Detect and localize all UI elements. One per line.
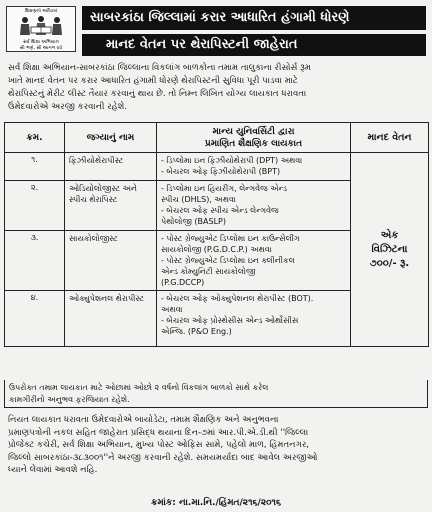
row-post: ઓક્યુપેશનલ થેરાપીસ્ટ xyxy=(65,291,157,347)
qualification-line: - બેચરલ ઓફ પ્રોસ્થેસીસ એન્ડ ઓર્થોસીસ xyxy=(161,316,299,325)
row-qualification xyxy=(157,181,351,231)
row-post: સાયકોલોજીસ્ટ xyxy=(65,231,157,291)
qualification-line: - પોસ્ટ ગ્રેજ્યુએટ ડિપ્લોમા ઇન ક્લીનીકલ xyxy=(161,256,295,265)
reference-number: ક્રમાંક: ના.મા.નિ./હિંમત/૨૧૬/૨૦૧૬ xyxy=(151,498,281,508)
qualification-line: - બેચરલ ઓફ ફિઝીયોથેરાપી (BPT) xyxy=(161,167,281,176)
qualification-line: - બેચરલ ઓફ ઓક્યુપેશનલ થેરાપીસ્ટ (BOT). xyxy=(161,294,314,303)
row-post: ફિઝીયોથેરાપીસ્ટ xyxy=(65,153,157,181)
qualification-line: - ડિપ્લોમા ઇન હિયરીંગ, લેન્ગવેજ એન્ડ xyxy=(161,184,288,193)
logo-bottom-line1: સર્વ શિક્ષા અભિયાન xyxy=(23,40,59,45)
honorarium-line: એક xyxy=(380,229,399,241)
qualification-line: અથવા xyxy=(161,305,183,314)
intro-line: ઉમેદવારોએ અરજી કરવાની રહેશે. xyxy=(8,102,128,112)
header xyxy=(4,2,428,58)
header-no: ક્રમ. xyxy=(5,123,65,153)
title-line-1: સાબરકાંઠા જિલ્લામાં કરાર આધારિત હંગામી ધોરણે xyxy=(82,6,426,30)
note-line: કામગીરીનો અનુભવ ફરજિયાત રહેશે. xyxy=(9,395,130,404)
experience-note xyxy=(4,380,428,408)
row-qualification xyxy=(157,231,351,291)
intro-line: થેરાપિસ્ટનું મેરીટ લીસ્ટ તૈયાર કરવાનું થાય છે. તો નિમ્ન લિખિત યોગ્ય લાયકાત ધરાવતા xyxy=(8,89,307,99)
row-qualification xyxy=(157,291,351,347)
row-no: ૪. xyxy=(5,291,65,347)
qualification-line: સ્પીચ (DHLS), અથવા xyxy=(161,195,236,204)
row-no: ૩. xyxy=(5,231,65,291)
intro-line: સર્વ શિક્ષા અભિયાન-સાબરકાંઠા જિલ્લાના વિકલાંગ બાળકોના તમામ તાલુકાના રીસોર્સ રૂમ xyxy=(8,63,311,73)
qualification-line: - ડિપ્લોમા ઇન ફિઝીયોથેરાપી (DPT) અથવા xyxy=(161,156,303,165)
table-row xyxy=(5,153,429,181)
apply-line: પ્રમાણપત્રોની નકલ સહિત જાહેરાત પ્રસિદ્ધ થયાના દિન-૭માં આર.પી.એ.ડી.થી ''જિલ્લા xyxy=(8,427,309,438)
posts-table xyxy=(4,122,429,347)
qualification-line: એન્જિ. (P&O Eng.) xyxy=(161,327,232,336)
row-qualification xyxy=(157,153,351,181)
table-header-row xyxy=(5,123,429,153)
apply-line: પ્રોજેક્ટ કચેરી, સર્વ શિક્ષા અભિયાન, મુખ્ય પોસ્ટ ઓફિસ સામે, પહેલો માળ, હિંમતનગર, xyxy=(8,440,310,450)
logo-top-text: શિક્ષણનો અધિકાર xyxy=(24,9,58,14)
qualification-line: સાયકોલોજી (P.G.D.C.P.) અથવા xyxy=(161,245,272,254)
intro-line: ખાતે માનદ વેતન પર કરાર આધારિત હંગામી ધોરણે થેરાપિસ્ટની સુવિધા પૂરી પાડવા માટે xyxy=(8,76,298,86)
qualification-line: - બેચરલ ઓફ સ્પીચ એન્ડ લેન્ગવેજ xyxy=(161,206,279,215)
application-instructions xyxy=(4,414,428,494)
note-line: ઉપરોક્ત તમામ લાયકાત માટે ઓછામાં ઓછો ૨ વર્ષનો વિકલાંગ બાળકો સાથે કરેલ xyxy=(9,383,269,392)
title-line-2: માનદ વેતન પર થેરાપિસ્ટની જાહેરાત xyxy=(82,34,426,56)
header-post: જગ્યાનું નામ xyxy=(65,123,157,153)
children-reading-icon xyxy=(13,15,69,37)
logo-bottom-line2: સૌ ભણે, સૌ આગળ વધે xyxy=(19,46,63,51)
apply-line: ધ્યાને લેવામાં આવશે નહિ. xyxy=(8,465,98,475)
row-no: ૧. xyxy=(5,153,65,181)
qualification-line: એન્ડ કોમ્યુનિટી સાયકોલોજી xyxy=(161,267,256,276)
honorarium-amount: ૭૦૦/- રૂ. xyxy=(369,257,410,269)
header-qualification-line: પ્રમાણિત શૈક્ષણિક લાયકાત xyxy=(204,138,303,149)
honorarium-line: વિઝિટના xyxy=(371,243,408,255)
honorarium-cell xyxy=(351,153,429,347)
apply-line: નિયત લાયકાત ધરાવતા ઉમેદવારોએ બાયોડેટા, તમામ શૈક્ષણિક અને અનુભવના xyxy=(8,415,279,425)
header-qualification-line: માન્ય યુનિવર્સિટી દ્વારા xyxy=(212,126,295,137)
ssa-logo xyxy=(6,6,76,52)
header-qualification xyxy=(157,123,351,153)
qualification-line: પેથોલોજી (BASLP) xyxy=(161,217,226,226)
row-no: ૨. xyxy=(5,181,65,231)
qualification-line: - પોસ્ટ ગ્રેજ્યુએટ ડિપ્લોમા ઇન કાઉન્સેલીંગ xyxy=(161,234,300,243)
row-post: ઓડિયોલોજીસ્ટ અને સ્પીચ થેરાપિસ્ટ xyxy=(65,181,157,231)
apply-line: જિલ્લો સાબરકાંઠા-૩૮૩૦૦૧''ને અરજી કરવાની રહેશે. સમયમર્યાદા બાદ આવેલ અરજીઓ xyxy=(8,452,318,463)
intro-paragraph xyxy=(4,62,428,120)
qualification-line: (P.G.DCCP) xyxy=(161,278,205,287)
header-honorarium: માનદ વેતન xyxy=(351,123,429,153)
